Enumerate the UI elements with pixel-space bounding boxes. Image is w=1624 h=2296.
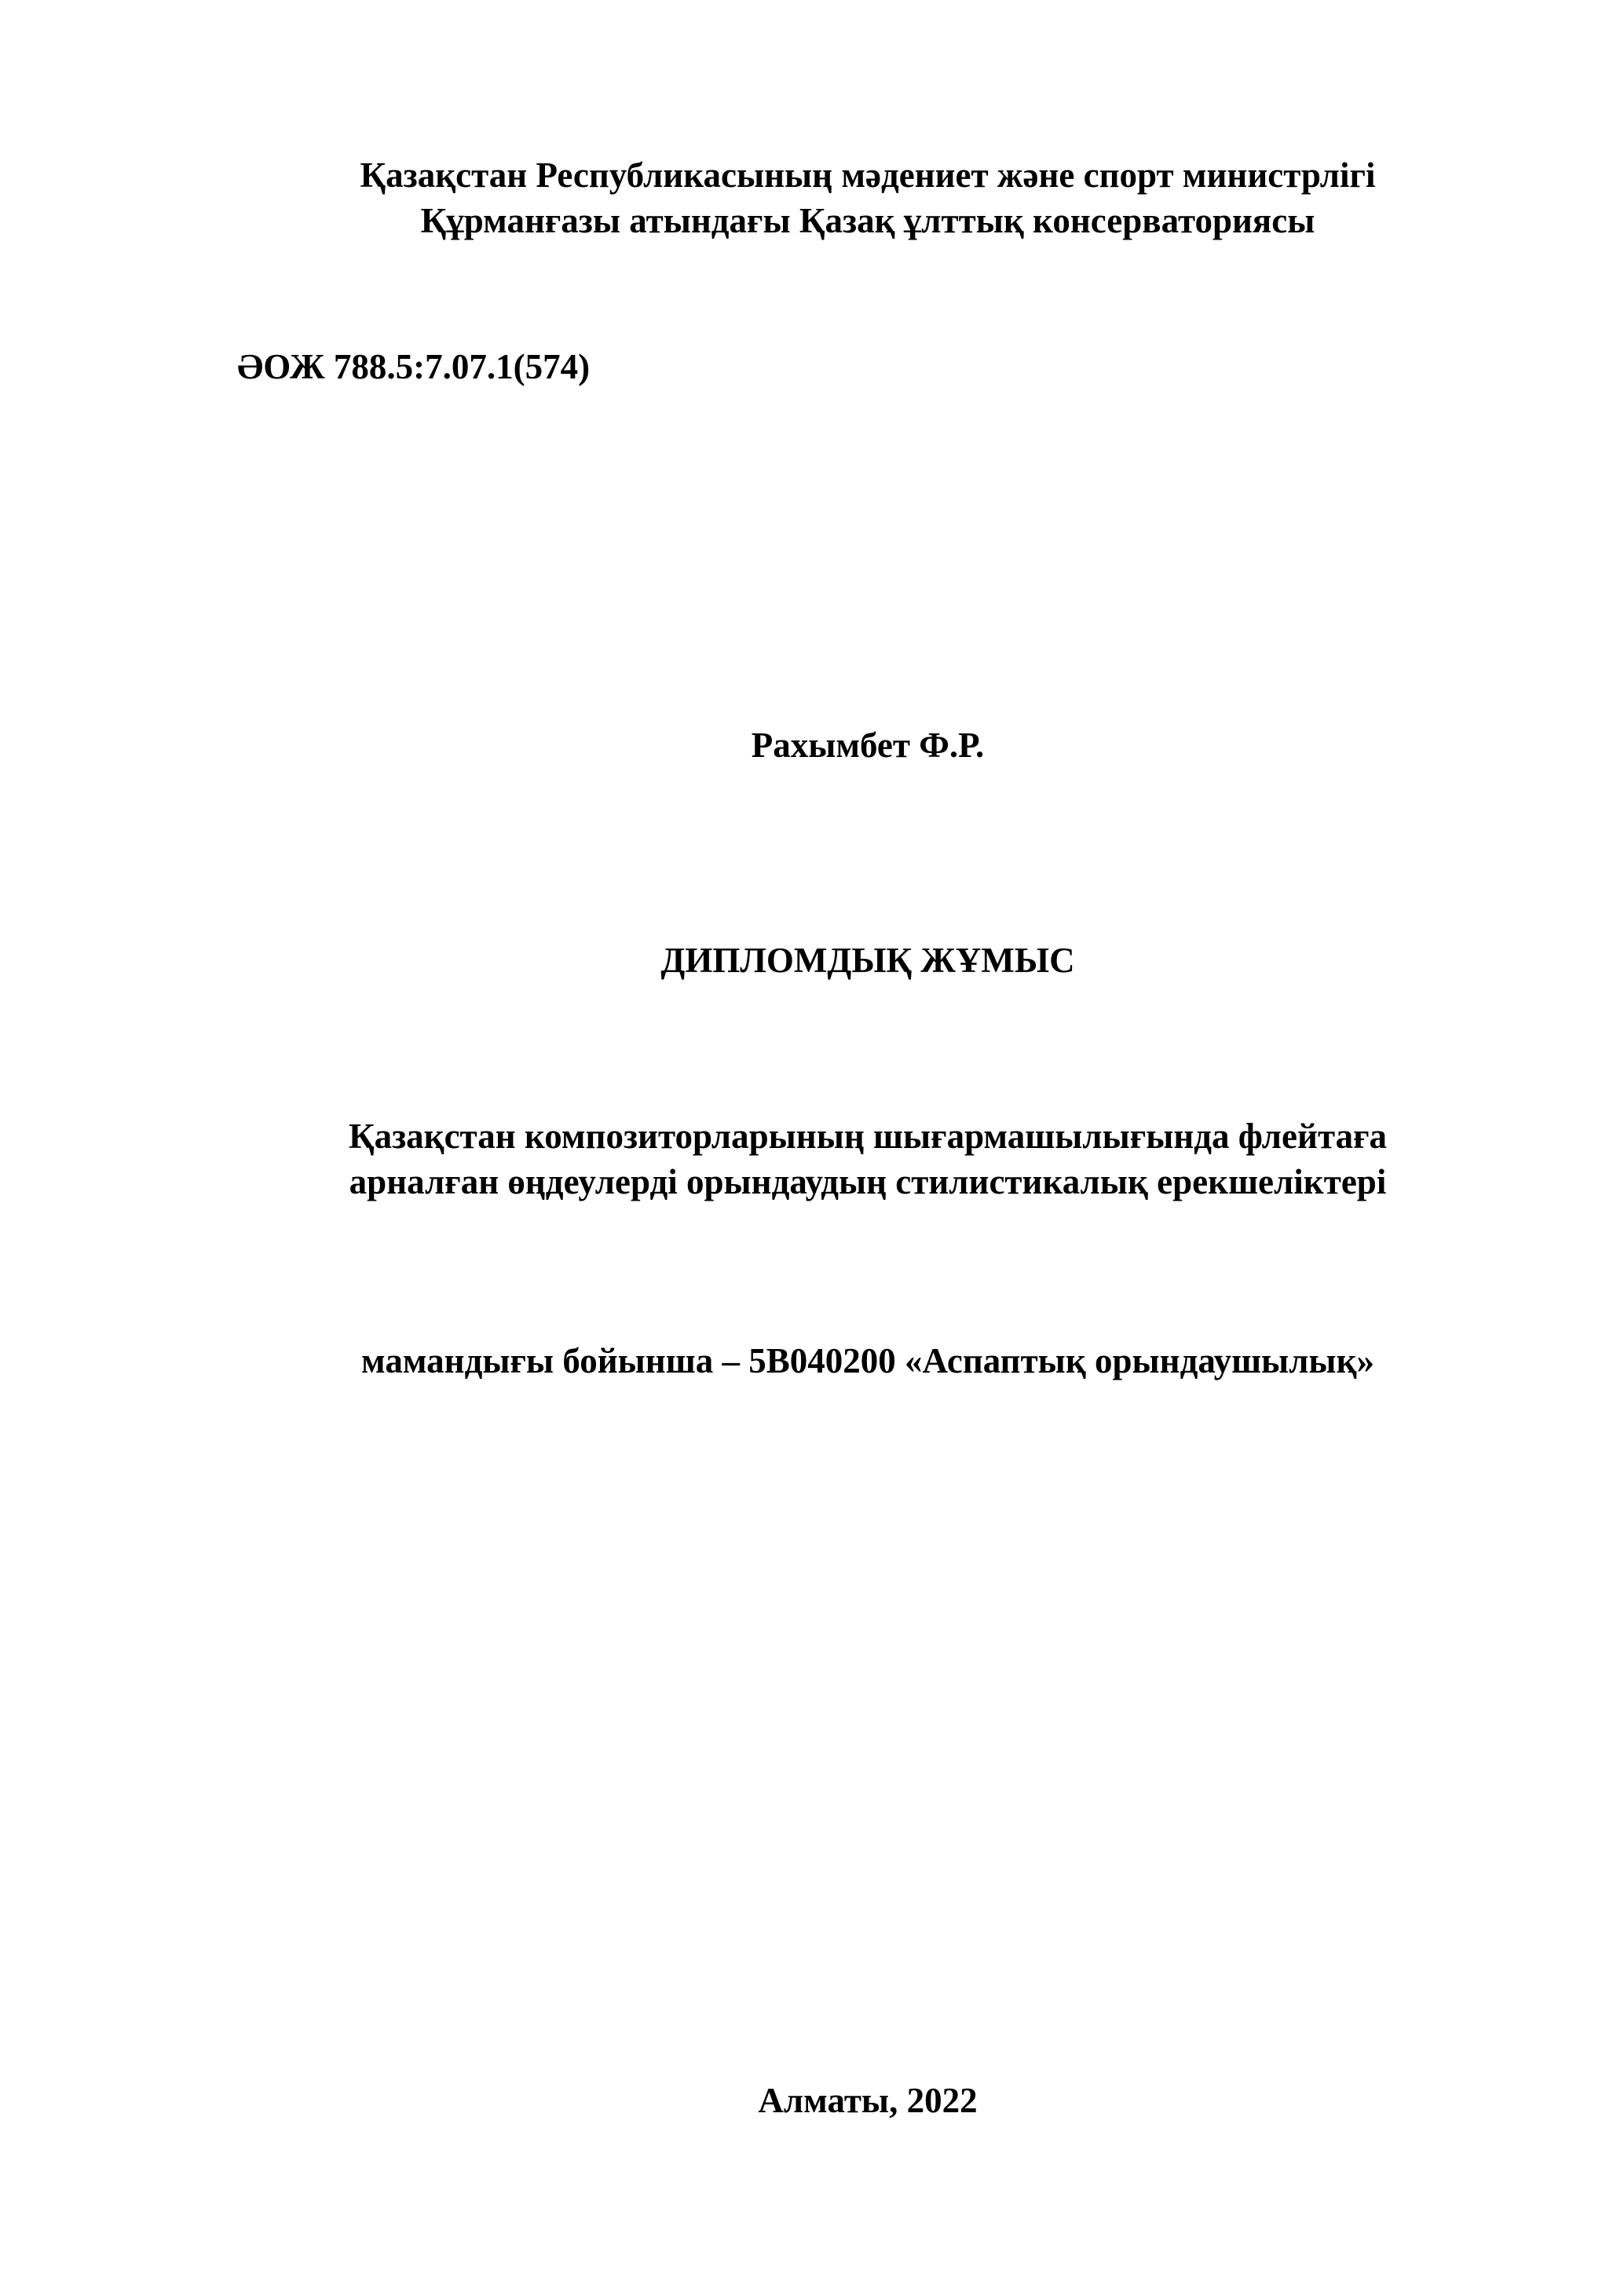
conservatory-name: Құрманғазы атындағы Қазақ ұлттық консерваториясы: [420, 201, 1315, 240]
ministry-name: Қазақстан Республикасының мәдениет және спорт министрлігі: [360, 155, 1376, 195]
thesis-topic-line-1: Қазақстан композиторларының шығармашылығында флейтаға: [348, 1117, 1388, 1156]
document-type-title: ДИПЛОМДЫҚ ЖҰМЫС: [660, 941, 1075, 980]
place-and-year: Алматы, 2022: [758, 2081, 978, 2120]
specialty-line: мамандығы бойынша – 5В040200 «Аспаптық орындаушылық»: [360, 1341, 1374, 1380]
organization-header: [267, 152, 1469, 243]
thesis-topic-line-2: арналған өңдеулерді орындаудың стилистикалық ерекшеліктері: [349, 1162, 1387, 1201]
author-name: Рахымбет Ф.Р.: [751, 726, 985, 765]
thesis-topic: [267, 1113, 1469, 1205]
udc-code: ӘОЖ 788.5:7.07.1(574): [237, 347, 591, 386]
